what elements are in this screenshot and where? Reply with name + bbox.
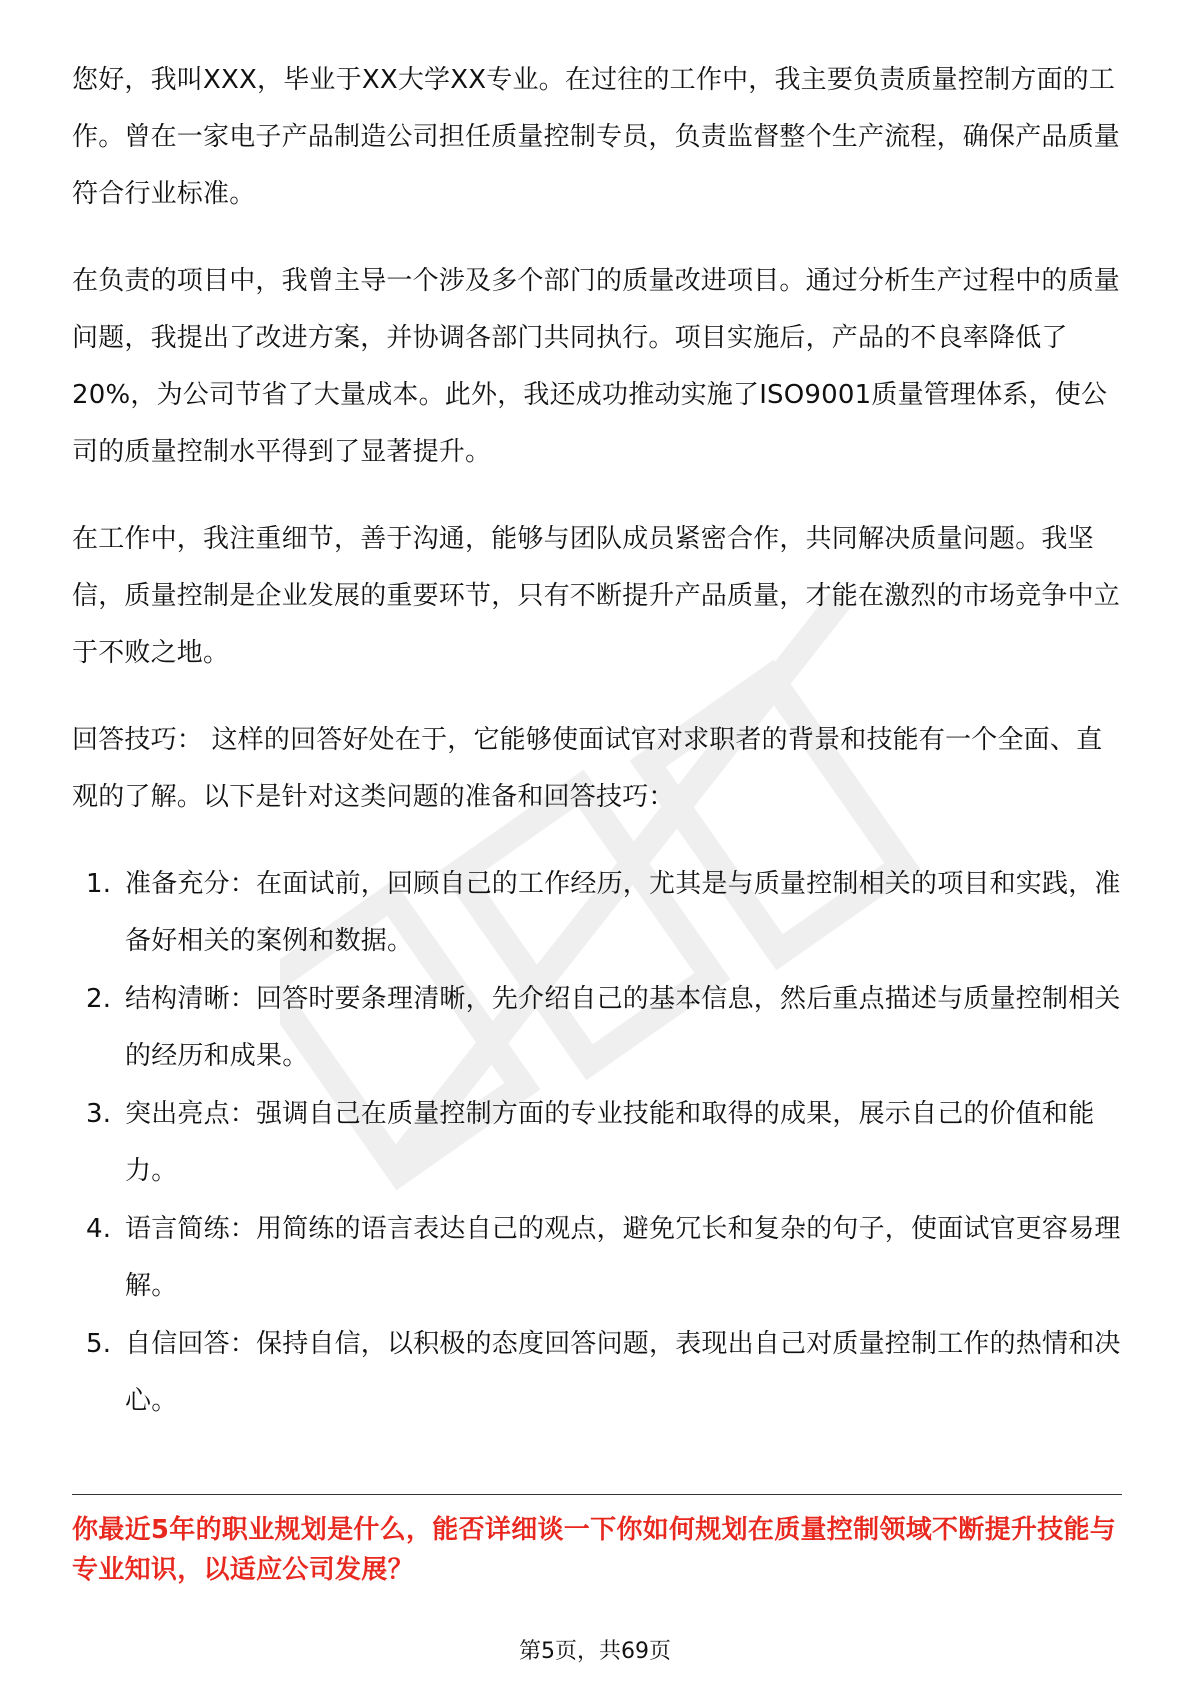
list-item-text: 语言简练：用简练的语言表达自己的观点，避免冗长和复杂的句子，使面试官更容易理解。 <box>125 1214 1121 1301</box>
list-item-number: 5. <box>86 1329 112 1359</box>
intro-paragraph-3: 在工作中，我注重细节，善于沟通，能够与团队成员紧密合作，共同解决质量问题。我坚信，质量控制是企业发展的重要环节，只有不断提升产品质量，才能在激烈的市场竞争中立于不败之地。 <box>72 524 1121 668</box>
intro-paragraph-2: 在负责的项目中，我曾主导一个涉及多个部门的质量改进项目。通过分析生产过程中的质量问题，我提出了改进方案，并协调各部门共同执行。项目实施后，产品的不良率降低了20%，为公司节省了大量成本。此外，我还成功推动实施了ISO9001质量管理体系，使公司的质量控制水平得到了显著提升。 <box>72 266 1121 467</box>
list-item-text: 结构清晰：回答时要条理清晰，先介绍自己的基本信息，然后重点描述与质量控制相关的经历和成果。 <box>125 984 1121 1071</box>
list-item <box>72 1316 1122 1430</box>
list-item-text: 突出亮点：强调自己在质量控制方面的专业技能和取得的成果，展示自己的价值和能力。 <box>125 1099 1095 1186</box>
list-item-text: 自信回答：保持自信，以积极的态度回答问题，表现出自己对质量控制工作的热情和决心。 <box>125 1329 1121 1416</box>
answer-tips-intro: 回答技巧： 这样的回答好处在于，它能够使面试官对求职者的背景和技能有一个全面、直观的了解。以下是针对这类问题的准备和回答技巧： <box>72 725 1103 812</box>
list-item <box>72 1086 1122 1200</box>
next-question-heading: 你最近5年的职业规划是什么，能否详细谈一下你如何规划在质量控制领域不断提升技能与专业知识，以适应公司发展？ <box>72 1515 1117 1585</box>
list-item-number: 2. <box>86 984 112 1014</box>
section-divider <box>72 1494 1122 1495</box>
page-content <box>72 52 1122 1431</box>
page-number-footer: 第5页，共69页 <box>519 1639 671 1664</box>
list-item <box>72 856 1122 970</box>
list-item <box>72 1201 1122 1315</box>
list-item-number: 3. <box>86 1099 112 1129</box>
tips-list <box>72 856 1122 1430</box>
list-item-number: 1. <box>86 869 112 899</box>
list-item-text: 准备充分：在面试前，回顾自己的工作经历，尤其是与质量控制相关的项目和实践，准备好相关的案例和数据。 <box>125 869 1121 956</box>
intro-paragraph-1: 您好，我叫XXX，毕业于XX大学XX专业。在过往的工作中，我主要负责质量控制方面的工作。曾在一家电子产品制造公司担任质量控制专员，负责监督整个生产流程，确保产品质量符合行业标准。 <box>72 65 1121 209</box>
list-item <box>72 971 1122 1085</box>
list-item-number: 4. <box>86 1214 112 1244</box>
